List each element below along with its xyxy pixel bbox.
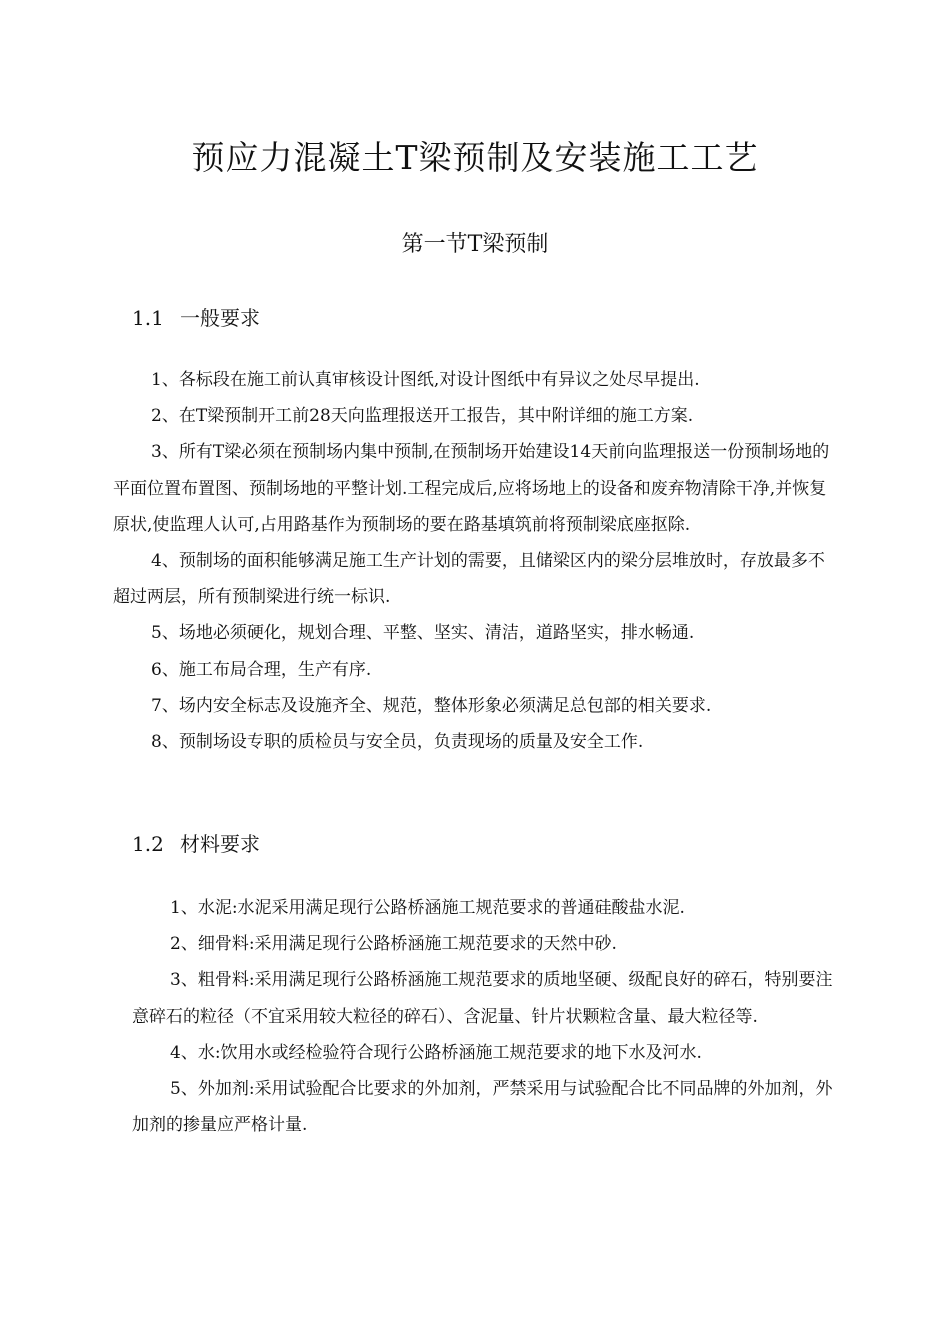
list-item: 3、所有T梁必须在预制场内集中预制,在预制场开始建设14天前向监理报送一份预制场地的平面位置布置图、预制场地的平整计划.工程完成后,应将场地上的设备和废弃物清除干净,并恢复原状,使监理人认可,占用路基作为预制场的要在路基填筑前将预制梁底座抠除.: [113, 442, 830, 535]
list-item: 1、水泥:水泥采用满足现行公路桥涵施工规范要求的普通硅酸盐水泥.: [170, 898, 685, 918]
section-title: 第一节T梁预制: [401, 232, 549, 257]
subsection-title: 一般要求: [180, 306, 260, 330]
list-item: 3、粗骨料:采用满足现行公路桥涵施工规范要求的质地坚硬、级配良好的碎石，特别要注意碎石的粒径（不宜采用较大粒径的碎石）、含泥量、针片状颗粒含量、最大粒径等.: [132, 970, 833, 1027]
document-title: 预应力混凝土T梁预制及安装施工工艺: [191, 138, 759, 177]
list-item: 4、水:饮用水或经检验符合现行公路桥涵施工规范要求的地下水及河水.: [170, 1042, 702, 1063]
list-item: 4、预制场的面积能够满足施工生产计划的需要，且储梁区内的梁分层堆放时，存放最多不超过两层，所有预制梁进行统一标识.: [113, 551, 825, 608]
subsection-heading-1-1: [132, 303, 260, 333]
list-item: 2、细骨料:采用满足现行公路桥涵施工规范要求的天然中砂.: [170, 934, 617, 955]
list-item: 1、各标段在施工前认真审核设计图纸,对设计图纸中有异议之处尽早提出.: [151, 370, 700, 390]
list-item: 5、外加剂:采用试验配合比要求的外加剂，严禁采用与试验配合比不同品牌的外加剂，外加剂的掺量应严格计量.: [132, 1079, 833, 1136]
material-requirements-list: [132, 890, 837, 1143]
list-item: 7、场内安全标志及设施齐全、规范，整体形象必须满足总包部的相关要求.: [151, 695, 712, 716]
subsection-number: 1.2: [132, 832, 164, 856]
list-item: 5、场地必须硬化，规划合理、平整、坚实、清洁，道路坚实，排水畅通.: [151, 623, 695, 644]
subsection-title: 材料要求: [180, 832, 260, 856]
list-item: 6、施工布局合理，生产有序.: [151, 659, 372, 680]
list-item: 8、预制场设专职的质检员与安全员，负责现场的质量及安全工作.: [151, 732, 644, 753]
subsection-number: 1.1: [132, 306, 164, 330]
subsection-heading-1-2: [132, 829, 260, 859]
general-requirements-list: [113, 362, 837, 760]
list-item: 2、在T梁预制开工前28天向监理报送开工报告，其中附详细的施工方案.: [151, 406, 694, 427]
